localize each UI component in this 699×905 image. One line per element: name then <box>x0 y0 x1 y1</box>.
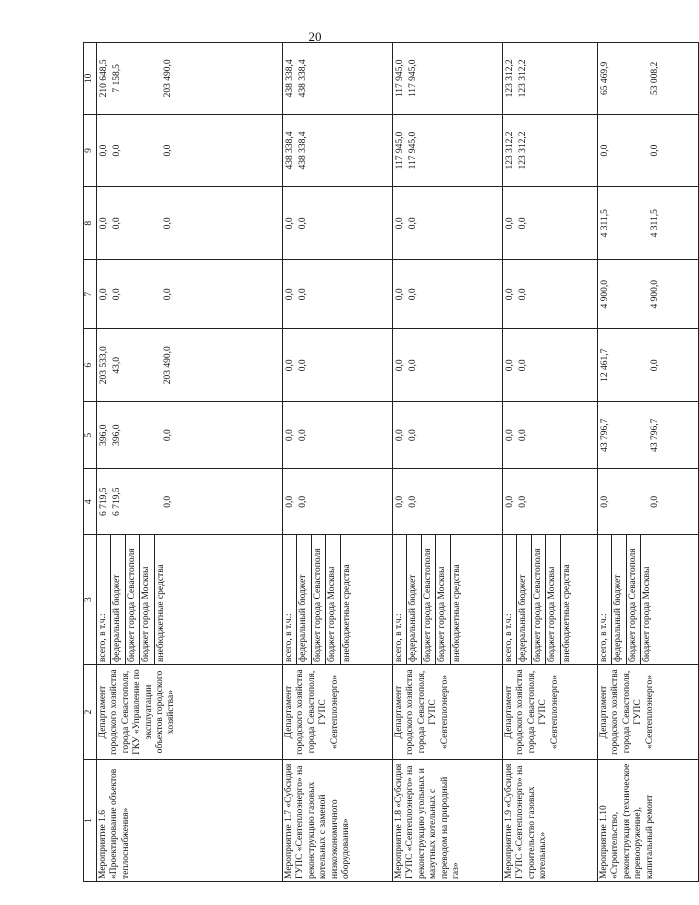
measure-cell: Мероприятие 1.10 «Строительство, реконструкция (техническое перевооружение), капитальный ремонт <box>598 760 699 882</box>
column-number-7: 7 <box>84 260 97 329</box>
measure-cell: Мероприятие 1.7 «Субсидия ГУПС «Севтеплоэнерго» на реконструкцию газовых котельных с заменой низкоэкономичного оборудования» <box>283 760 393 882</box>
funding-source-line: федеральный бюджет <box>297 535 311 664</box>
source-value: 123 312,2 <box>518 59 529 98</box>
total-value: 43 796,7 <box>600 418 610 452</box>
total-value: 117 945,0 <box>395 131 405 170</box>
value-cell-col-10 <box>283 43 393 115</box>
total-value: 123 312,2 <box>505 131 515 170</box>
source-value: 396,0 <box>112 424 123 446</box>
funding-source-line: бюджет города Севастополя <box>422 535 436 664</box>
source-value: 0,0 <box>518 495 529 508</box>
total-value: 0,0 <box>505 217 515 230</box>
value-cell-col-6 <box>393 329 503 402</box>
source-value: 0,0 <box>162 429 173 442</box>
source-value: 0,0 <box>650 144 661 157</box>
value-cell-col-9 <box>283 114 393 187</box>
value-cell-col-5 <box>393 402 503 469</box>
column-number-row <box>84 43 97 882</box>
total-value: 0,0 <box>395 288 405 301</box>
value-cell-col-8 <box>97 187 283 260</box>
value-cell-col-4 <box>503 469 598 535</box>
source-value: 0,0 <box>518 217 529 230</box>
column-number-10: 10 <box>84 43 97 115</box>
total-value: 123 312,2 <box>505 59 515 98</box>
column-number-3: 3 <box>84 535 97 665</box>
executor-cell: Департамент городского хозяйства города Севастополя, ГУПС «Севтеплоэнерго» <box>283 665 393 760</box>
executor-cell: Департамент городского хозяйства города Севастополя, ГУПС «Севтеплоэнерго» <box>598 665 699 760</box>
source-value: 0,0 <box>518 429 529 442</box>
measure-cell: Мероприятие 1.6 «Проектирование объектов теплоснабжения» <box>97 760 283 882</box>
total-value: 0,0 <box>99 144 109 157</box>
funding-source-line: всего, в т.ч.: <box>393 535 407 664</box>
source-value: 0,0 <box>162 288 173 301</box>
value-cell-col-4 <box>97 469 283 535</box>
table-row <box>393 43 503 882</box>
total-value: 6 719,5 <box>99 487 109 516</box>
value-cell-col-9 <box>503 114 598 187</box>
source-value: 43,0 <box>112 356 123 374</box>
source-value: 0,0 <box>162 217 173 230</box>
source-value: 0,0 <box>298 359 309 372</box>
funding-source-line: бюджет города Севастополя <box>312 535 326 664</box>
value-cell-col-7 <box>393 260 503 329</box>
value-cell-col-7 <box>503 260 598 329</box>
source-value: 0,0 <box>298 429 309 442</box>
funding-source-cell <box>283 535 393 665</box>
source-value: 0,0 <box>112 144 123 157</box>
measure-cell: Мероприятие 1.8 «Субсидия ГУПС «Севтеплоэнерго» на реконструкцию угольных и мазутных котельных с переводом на природный газ» <box>393 760 503 882</box>
total-value: 438 338,4 <box>285 131 295 170</box>
funding-source-cell <box>393 535 503 665</box>
source-value: 117 945,0 <box>408 131 419 170</box>
total-value: 0,0 <box>395 495 405 508</box>
value-cell-col-6 <box>283 329 393 402</box>
column-number-4: 4 <box>84 469 97 535</box>
funding-source-line: бюджет города Москвы <box>326 535 340 664</box>
funding-source-line: всего, в т.ч.: <box>97 535 111 664</box>
funding-source-cell <box>503 535 598 665</box>
value-cell-col-7 <box>97 260 283 329</box>
total-value: 117 945,0 <box>395 59 405 98</box>
total-value: 0,0 <box>395 359 405 372</box>
column-number-1: 1 <box>84 760 97 882</box>
source-value: 53 008,2 <box>650 61 661 95</box>
total-value: 438 338,4 <box>285 59 295 98</box>
column-number-2: 2 <box>84 665 97 760</box>
total-value: 0,0 <box>505 288 515 301</box>
source-value: 438 338,4 <box>298 59 309 98</box>
value-cell-col-8 <box>598 187 699 260</box>
value-cell-col-10 <box>97 43 283 115</box>
value-cell-col-4 <box>598 469 699 535</box>
source-value: 0,0 <box>162 144 173 157</box>
source-value: 203 490,0 <box>162 59 173 98</box>
value-cell-col-10 <box>503 43 598 115</box>
source-value: 7 158,5 <box>112 64 123 93</box>
value-cell-col-8 <box>283 187 393 260</box>
source-value: 0,0 <box>298 495 309 508</box>
source-value: 0,0 <box>408 288 419 301</box>
funding-source-line: внебюджетные средства <box>341 564 352 662</box>
column-number-6: 6 <box>84 329 97 402</box>
value-cell-col-9 <box>97 114 283 187</box>
total-value: 12 461,7 <box>600 348 610 382</box>
funding-source-line: федеральный бюджет <box>111 535 125 664</box>
value-cell-col-9 <box>393 114 503 187</box>
funding-source-line: всего, в т.ч.: <box>503 535 517 664</box>
value-cell-col-4 <box>393 469 503 535</box>
value-cell-col-8 <box>503 187 598 260</box>
funding-source-line: бюджет города Севастополя <box>532 535 546 664</box>
column-number-8: 8 <box>84 187 97 260</box>
executor-cell: Департамент городского хозяйства города Севастополя, ГКУ «Управление по эксплуатации объектов городского хозяйства» <box>97 665 283 760</box>
total-value: 0,0 <box>600 144 610 157</box>
value-cell-col-10 <box>393 43 503 115</box>
value-cell-col-8 <box>393 187 503 260</box>
source-value: 6 719,5 <box>112 487 123 516</box>
funding-source-cell <box>598 535 699 665</box>
column-number-9: 9 <box>84 114 97 187</box>
funding-source-line: федеральный бюджет <box>517 535 531 664</box>
source-value: 0,0 <box>650 495 661 508</box>
table-row <box>503 43 598 882</box>
funding-source-line: всего, в т.ч.: <box>283 535 297 664</box>
funding-source-line: бюджет города Москвы <box>546 535 560 664</box>
table-row <box>598 43 699 882</box>
funding-source-line: внебюджетные средства <box>561 564 572 662</box>
total-value: 4 311,5 <box>600 209 610 238</box>
source-value: 203 490,0 <box>162 346 173 385</box>
source-value: 0,0 <box>408 429 419 442</box>
source-value: 0,0 <box>112 217 123 230</box>
source-value: 0,0 <box>298 217 309 230</box>
total-value: 0,0 <box>395 429 405 442</box>
source-value: 0,0 <box>408 359 419 372</box>
value-cell-col-5 <box>598 402 699 469</box>
funding-source-cell <box>97 535 283 665</box>
source-value: 43 796,7 <box>650 418 661 452</box>
total-value: 0,0 <box>600 495 610 508</box>
table-row <box>283 43 393 882</box>
source-value: 0,0 <box>408 495 419 508</box>
source-value: 0,0 <box>518 359 529 372</box>
measure-cell: Мероприятие 1.9 «Субсидия ГУПС «Севтеплоэнерго» на строительство газовых котельных» <box>503 760 598 882</box>
total-value: 4 900,0 <box>600 280 610 309</box>
source-value: 123 312,2 <box>518 131 529 170</box>
value-cell-col-5 <box>97 402 283 469</box>
source-value: 0,0 <box>650 359 661 372</box>
value-cell-col-7 <box>283 260 393 329</box>
total-value: 0,0 <box>285 495 295 508</box>
funding-source-line: бюджет города Севастополя <box>627 535 641 664</box>
budget-table <box>83 42 699 882</box>
table-row <box>97 43 283 882</box>
total-value: 210 648,5 <box>99 59 109 98</box>
source-value: 117 945,0 <box>408 59 419 98</box>
source-value: 4 311,5 <box>650 209 661 238</box>
value-cell-col-5 <box>503 402 598 469</box>
value-cell-col-6 <box>503 329 598 402</box>
value-cell-col-9 <box>598 114 699 187</box>
source-value: 0,0 <box>112 288 123 301</box>
funding-source-line: всего, в т.ч.: <box>598 535 612 664</box>
funding-source-line: бюджет города Москвы <box>642 566 653 662</box>
value-cell-col-5 <box>283 402 393 469</box>
total-value: 0,0 <box>505 429 515 442</box>
source-value: 4 900,0 <box>650 280 661 309</box>
total-value: 0,0 <box>505 495 515 508</box>
value-cell-col-6 <box>97 329 283 402</box>
page-number: 20 <box>308 29 322 44</box>
source-value: 0,0 <box>408 217 419 230</box>
executor-cell: Департамент городского хозяйства города Севастополя, ГУПС «Севтеплоэнерго» <box>503 665 598 760</box>
total-value: 0,0 <box>285 429 295 442</box>
total-value: 0,0 <box>99 217 109 230</box>
column-number-5: 5 <box>84 402 97 469</box>
value-cell-col-6 <box>598 329 699 402</box>
funding-source-line: бюджет города Севастополя <box>126 535 140 664</box>
funding-source-line: федеральный бюджет <box>612 535 626 664</box>
total-value: 396,0 <box>99 424 109 446</box>
total-value: 0,0 <box>395 217 405 230</box>
source-value: 438 338,4 <box>298 131 309 170</box>
total-value: 0,0 <box>285 288 295 301</box>
total-value: 203 533,0 <box>99 346 109 385</box>
total-value: 0,0 <box>505 359 515 372</box>
executor-cell: Департамент городского хозяйства города Севастополя, ГУПС «Севтеплоэнерго» <box>393 665 503 760</box>
value-cell-col-10 <box>598 43 699 115</box>
funding-source-line: внебюджетные средства <box>451 564 462 662</box>
table-body <box>84 43 699 882</box>
value-cell-col-4 <box>283 469 393 535</box>
total-value: 0,0 <box>285 217 295 230</box>
rotated-table-wrapper <box>83 42 661 882</box>
total-value: 0,0 <box>99 288 109 301</box>
funding-source-line: федеральный бюджет <box>407 535 421 664</box>
funding-source-line: бюджет города Москвы <box>140 535 154 664</box>
value-cell-col-7 <box>598 260 699 329</box>
total-value: 0,0 <box>285 359 295 372</box>
source-value: 0,0 <box>162 495 173 508</box>
funding-source-line: бюджет города Москвы <box>436 535 450 664</box>
total-value: 65 469,9 <box>600 61 610 95</box>
source-value: 0,0 <box>298 288 309 301</box>
funding-source-line: внебюджетные средства <box>155 564 166 662</box>
source-value: 0,0 <box>518 288 529 301</box>
